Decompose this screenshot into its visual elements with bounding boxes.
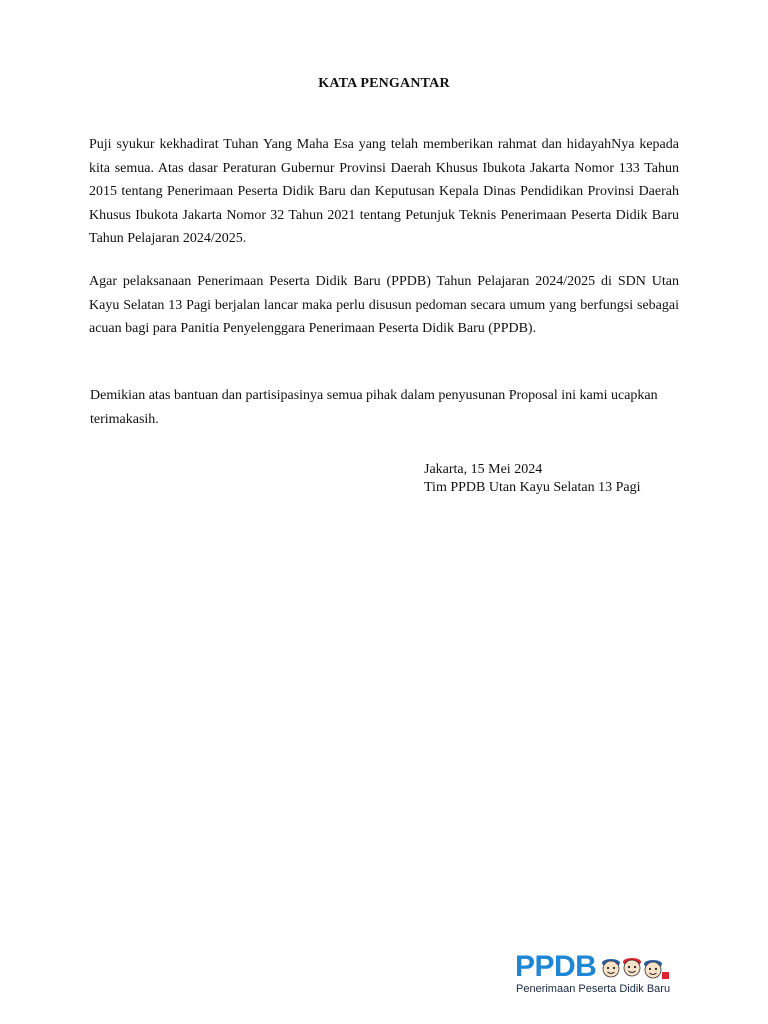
document-title: KATA PENGANTAR [318,76,450,91]
logo-tagline: Penerimaan Peserta Didik Baru [516,983,671,995]
signature-block [424,461,641,496]
signature-place-date: Jakarta, 15 Mei 2024 [424,462,543,477]
paragraph-intro: Puji syukur kekhadirat Tuhan Yang Maha Esa yang telah memberikan rahmat dan hidayahNya kepada kita semua. Atas dasar Peraturan Gubernur Provinsi Daerah Khusus Ibukota Jakarta Nomor 133 Tahun 2015 tentang Penerimaan Peserta Didik Baru dan Keputusan Kepala Dinas Pendidikan Provinsi Daerah Khusus Ibukota Jakarta Nomor 32 Tahun 2021 tentang Petunjuk Teknis Penerimaan Peserta Didik Baru Tahun Pelajaran 2024/2025. [89,137,679,246]
paragraph-closing: Demikian atas bantuan dan partisipasinya semua pihak dalam penyusunan Proposal ini kami ucapkan terimakasih. [90,388,658,427]
logo-wordmark: PPDB [515,950,597,983]
signature-team: Tim PPDB Utan Kayu Selatan 13 Pagi [424,479,641,495]
students-mascot-icon [599,954,671,982]
ppdb-logo [515,952,675,998]
paragraph-purpose: Agar pelaksanaan Penerimaan Peserta Didik Baru (PPDB) Tahun Pelajaran 2024/2025 di SDN Utan Kayu Selatan 13 Pagi berjalan lancar maka perlu disusun pedoman secara umum yang berfungsi sebagai acuan bagi para Panitia Penyelenggara Penerimaan Peserta Didik Baru (PPDB). [89,274,679,336]
